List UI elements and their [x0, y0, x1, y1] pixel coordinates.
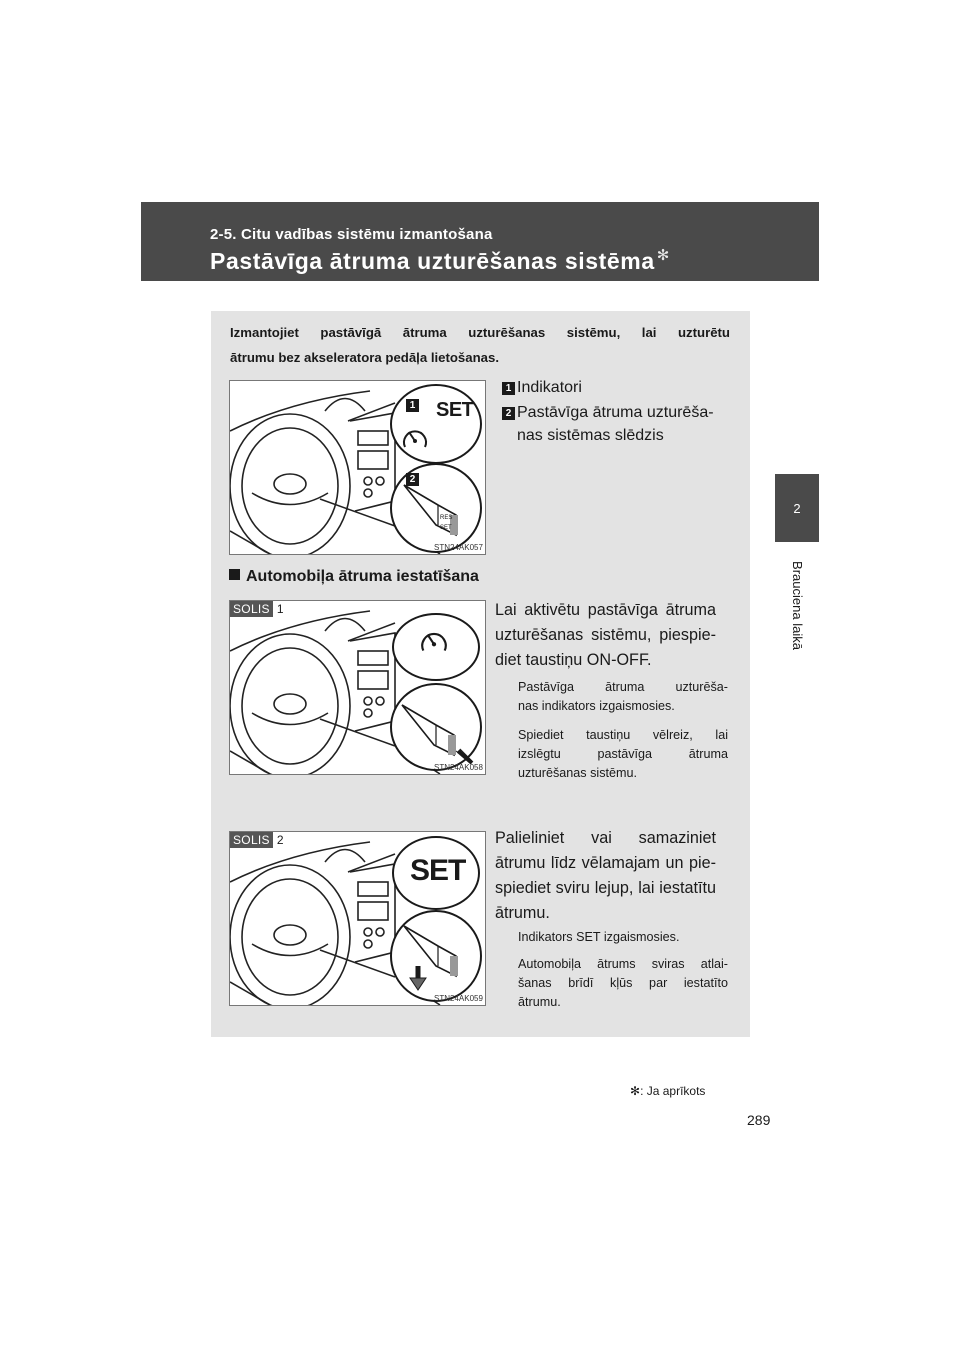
- set-indicator-label: SET: [436, 399, 474, 421]
- step-2-line: ātrumu.: [495, 904, 550, 922]
- note-line: Spiediet taustiņu vēlreiz, lai: [518, 728, 728, 742]
- step-1-note-1: [518, 678, 728, 716]
- figure-step-2: [229, 831, 486, 1006]
- note-line: uzturēšanas sistēmu.: [518, 766, 637, 780]
- figure-code: STN24AK057: [434, 543, 483, 552]
- figure-step-1: [229, 600, 486, 775]
- speedometer-icon: [400, 423, 430, 453]
- cruise-lever-icon: [398, 914, 474, 994]
- step-1-line: uzturēšanas sistēmu, piespie-: [495, 626, 716, 644]
- step-label: SOLIS: [230, 601, 273, 617]
- page-number: 289: [747, 1112, 771, 1128]
- asterisk-icon: ✻: [656, 247, 670, 264]
- legend-item-2: [500, 401, 732, 447]
- step-1-note-2: [518, 726, 728, 783]
- square-bullet-icon: [229, 569, 240, 580]
- chapter-side-label: [777, 540, 817, 670]
- figure-code: STN24AK059: [434, 994, 483, 1003]
- speedometer-icon: [418, 625, 450, 657]
- note-line: Indikators SET izgaismosies.: [518, 930, 680, 944]
- step-2-note-1: [518, 928, 728, 947]
- step-1-line: Lai aktivētu pastāvīga ātruma: [495, 601, 716, 619]
- svg-text:RES: RES: [440, 515, 453, 521]
- figure-indicators: [229, 380, 486, 555]
- intro-text: [230, 320, 730, 370]
- step-2-instruction: [495, 826, 716, 926]
- step-2-note-2: [518, 955, 728, 1012]
- legend-text-1: Indikatori: [517, 379, 582, 396]
- step-number: 1: [273, 601, 288, 617]
- footnote-text: : Ja aprīkots: [640, 1084, 706, 1098]
- step-badge-2: [230, 832, 288, 848]
- note-line: Pastāvīga ātruma uzturēša-: [518, 680, 728, 694]
- step-1-instruction: [495, 598, 716, 673]
- callout-badge-1: 1: [406, 399, 419, 412]
- step-2-line: ātrumu līdz vēlamajam un pie-: [495, 854, 716, 872]
- step-2-line: spiediet sviru lejup, lai iestatītu: [495, 879, 716, 897]
- page-title: [210, 248, 670, 275]
- subheading: [229, 568, 479, 586]
- intro-line-1: Izmantojiet pastāvīgā ātruma uzturēšanas sistēmu, lai uzturētu: [230, 325, 730, 340]
- figure-code: STN24AK058: [434, 763, 483, 772]
- page-title-text: Pastāvīga ātruma uzturēšanas sistēma: [210, 248, 655, 274]
- callout-badge-2: 2: [406, 473, 419, 486]
- footnote: [630, 1084, 705, 1098]
- legend-item-1: [500, 376, 732, 399]
- cruise-lever-icon: [396, 693, 476, 765]
- step-label: SOLIS: [230, 832, 273, 848]
- svg-text:SET: SET: [440, 525, 452, 531]
- legend-badge-2: 2: [502, 407, 515, 420]
- legend-text-2b: nas sistēmas slēdzis: [517, 427, 664, 444]
- step-number: 2: [273, 832, 288, 848]
- legend-text-2a: Pastāvīga ātruma uzturēša-: [517, 404, 714, 421]
- step-badge-1: [230, 601, 288, 617]
- note-line: šanas brīdī kļūs par iestatīto: [518, 976, 728, 990]
- legend-badge-1: 1: [502, 382, 515, 395]
- note-line: Automobiļa ātrums sviras atlai-: [518, 957, 728, 971]
- set-indicator-label: SET: [410, 854, 466, 887]
- note-line: nas indikators izgaismosies.: [518, 699, 675, 713]
- note-line: izslēgtu pastāvīga ātruma: [518, 747, 728, 761]
- subheading-text: Automobiļa ātruma iestatīšana: [246, 568, 479, 585]
- chapter-side-label-text: Brauciena laikā: [789, 560, 805, 650]
- section-label: 2-5. Citu vadības sistēmu izmantošana: [210, 226, 493, 243]
- step-2-line: Palieliniet vai samaziniet: [495, 829, 716, 847]
- note-line: ātrumu.: [518, 995, 561, 1009]
- step-1-line: diet taustiņu ON-OFF.: [495, 651, 652, 669]
- intro-line-2: ātrumu bez akseleratora pedāļa lietošanas.: [230, 350, 499, 365]
- chapter-tab: 2: [775, 474, 819, 542]
- asterisk-icon: ✻: [630, 1084, 641, 1098]
